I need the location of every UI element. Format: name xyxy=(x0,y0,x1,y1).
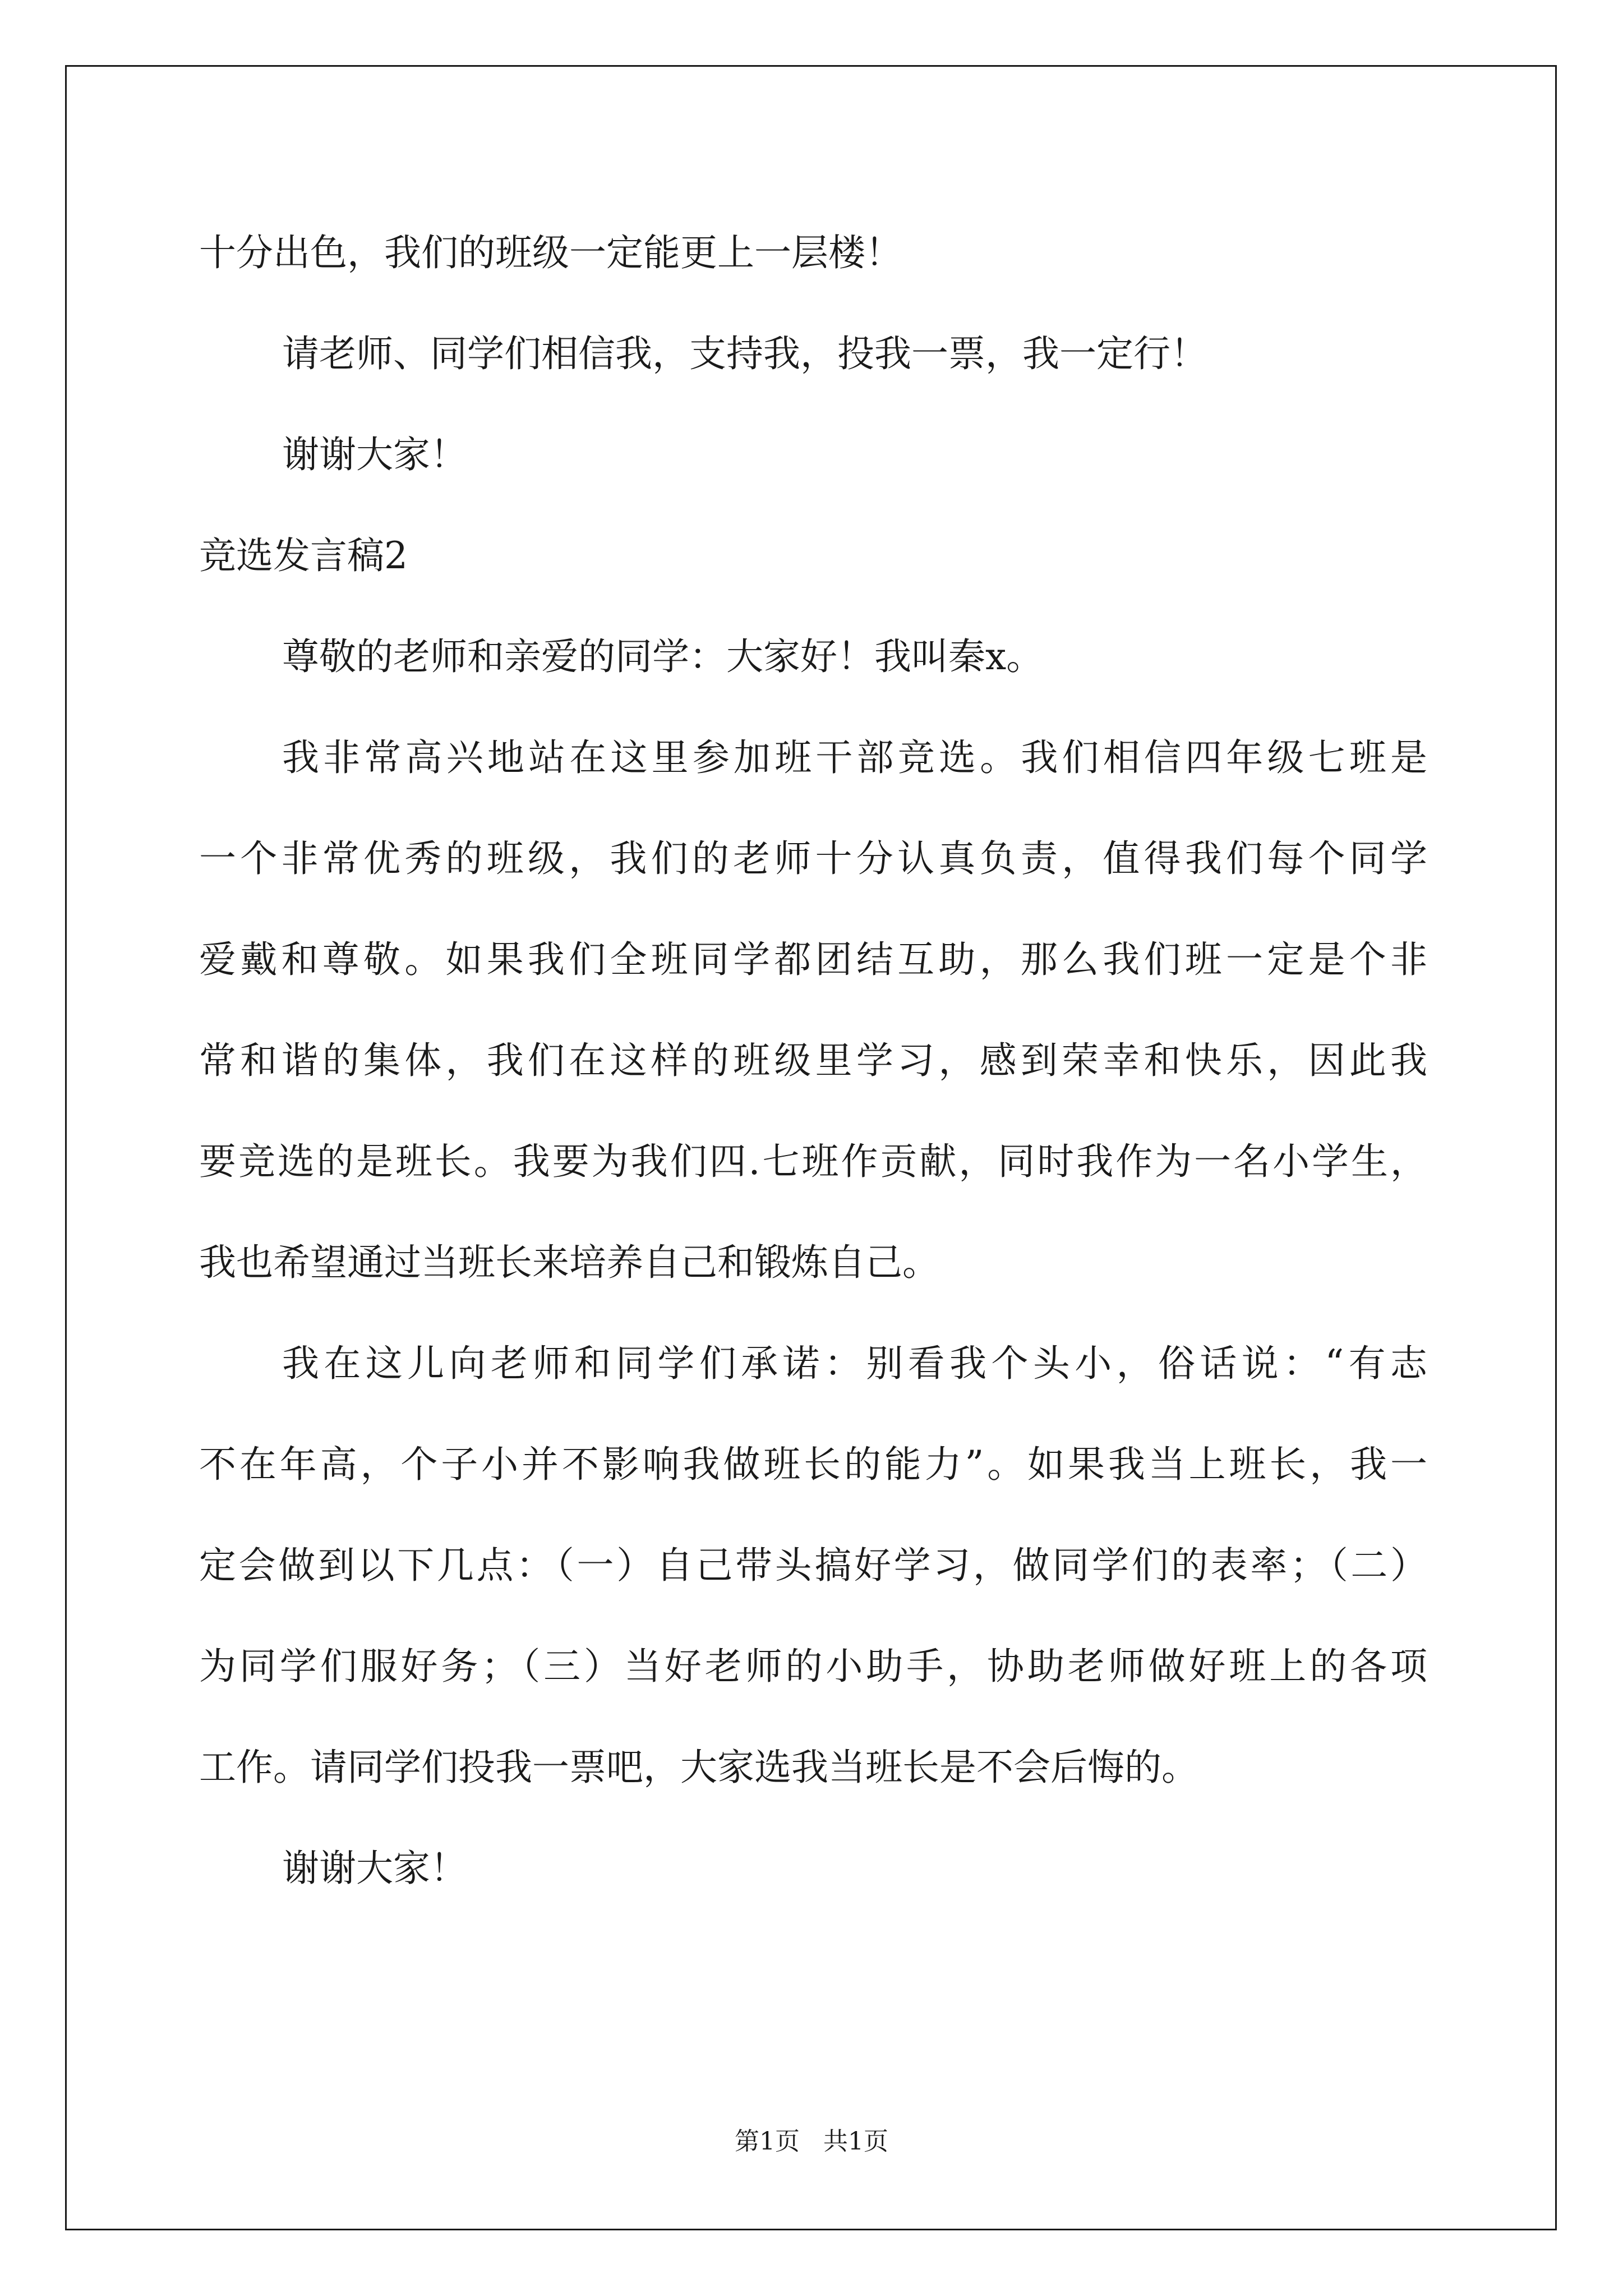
paragraph-line: 定会做到以下几点：（一）自己带头搞好学习，做同学们的表率；（二） xyxy=(199,1544,1427,1587)
paragraph-line: 我非常高兴地站在这里参加班干部竞选。我们相信四年级七班是 xyxy=(282,736,1427,779)
paragraph-line: 谢谢大家！ xyxy=(282,433,467,476)
paragraph-line: 请老师、同学们相信我，支持我，投我一票，我一定行！ xyxy=(282,332,1207,375)
paragraph-line: 工作。请同学们投我一票吧，大家选我当班长是不会后悔的。 xyxy=(199,1746,1198,1789)
paragraph-line: 要竞选的是班长。我要为我们四.七班作贡献，同时我作为一名小学生， xyxy=(199,1140,1427,1183)
page-number: 第1页 共1页 xyxy=(735,2127,888,2156)
paragraph-line: 十分出色，我们的班级一定能更上一层楼！ xyxy=(199,231,902,274)
paragraph-line: 为同学们服好务；（三）当好老师的小助手，协助老师做好班上的各项 xyxy=(199,1645,1427,1688)
paragraph-line: 尊敬的老师和亲爱的同学：大家好！我叫秦x。 xyxy=(282,635,1044,678)
page-footer xyxy=(0,2126,1623,2157)
paragraph-line: 我在这儿向老师和同学们承诺：别看我个头小，俗话说：“有志 xyxy=(282,1342,1427,1385)
paragraph-line: 一个非常优秀的班级，我们的老师十分认真负责，值得我们每个同学 xyxy=(199,837,1427,880)
paragraph-line: 谢谢大家！ xyxy=(282,1847,467,1890)
paragraph-line: 常和谐的集体，我们在这样的班级里学习，感到荣幸和快乐，因此我 xyxy=(199,1039,1427,1082)
paragraph-line: 爱戴和尊敬。如果我们全班同学都团结互助，那么我们班一定是个非 xyxy=(199,938,1427,981)
paragraph-line: 我也希望通过当班长来培养自己和锻炼自己。 xyxy=(199,1241,939,1284)
section-heading: 竞选发言稿2 xyxy=(199,534,408,577)
paragraph-line: 不在年高，个子小并不影响我做班长的能力”。如果我当上班长，我一 xyxy=(199,1443,1427,1486)
